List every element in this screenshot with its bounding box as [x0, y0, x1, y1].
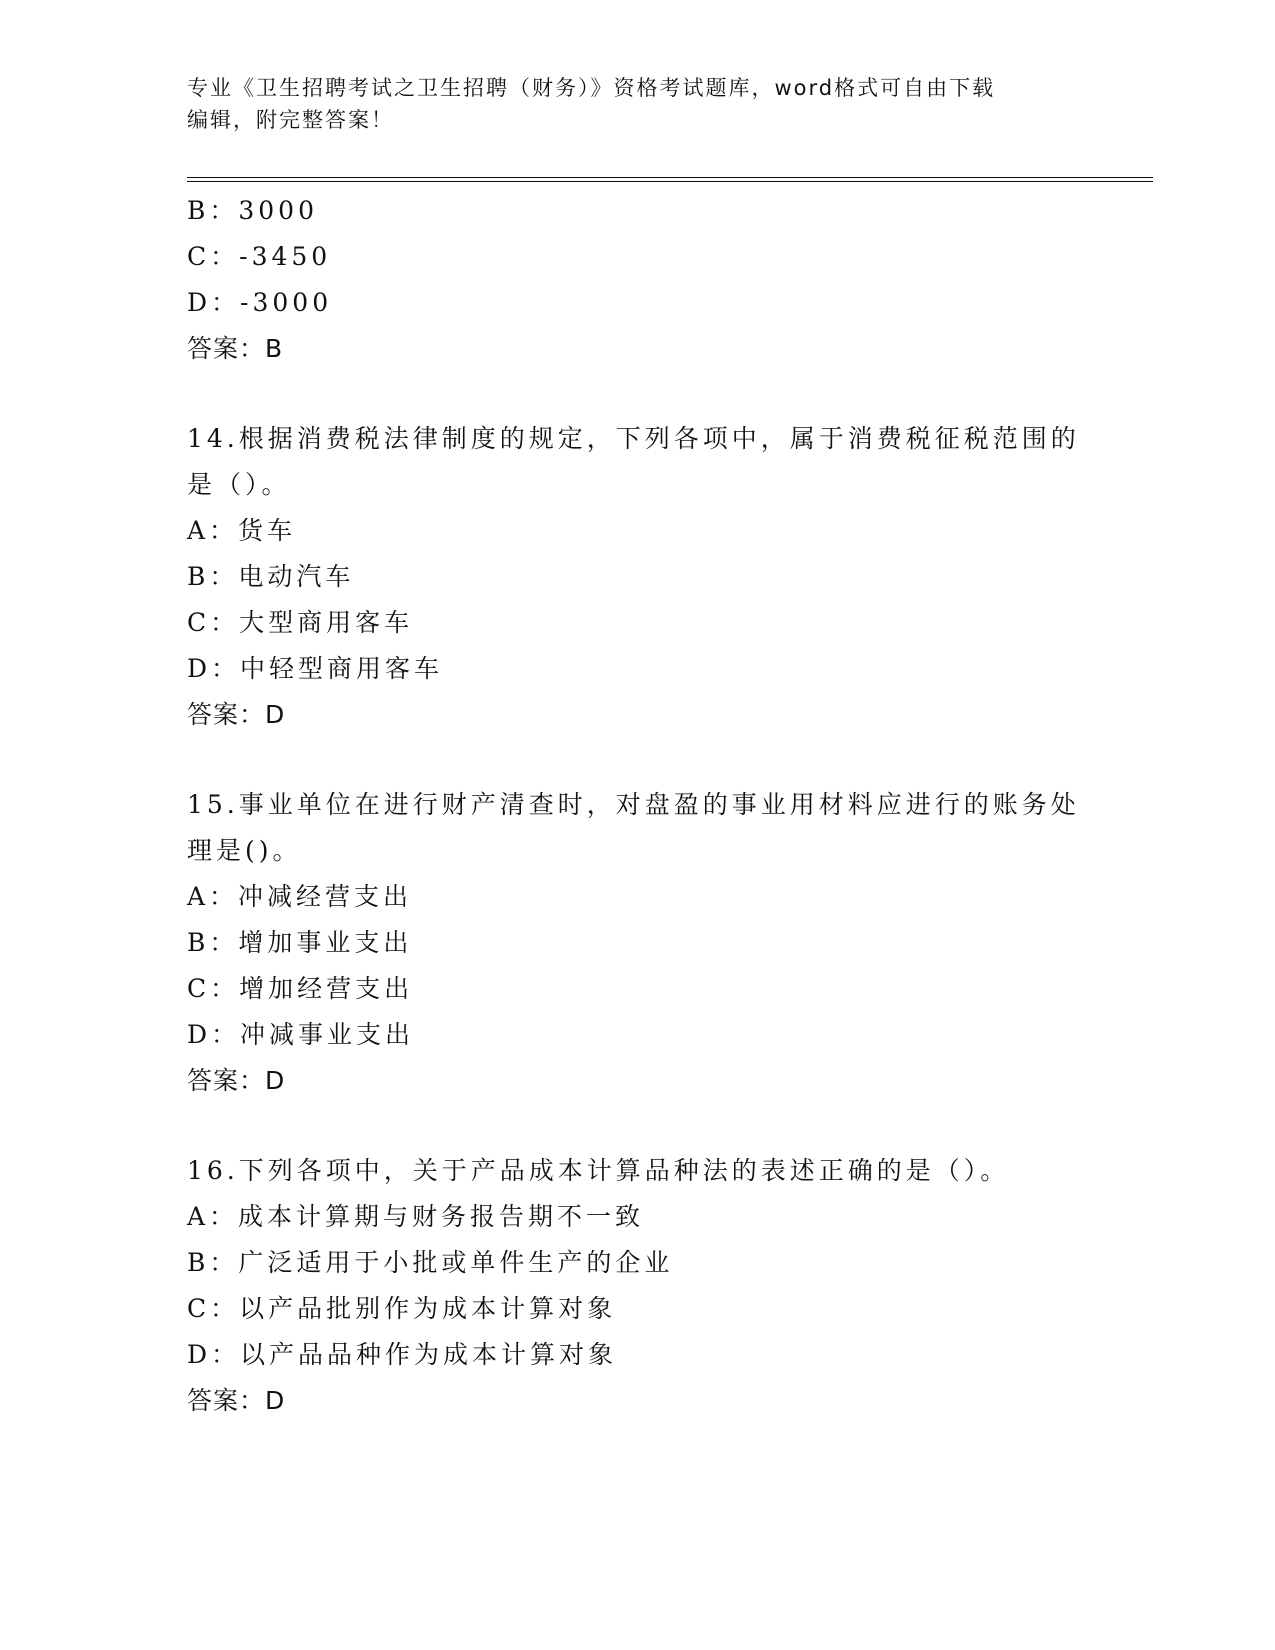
document-header: [187, 72, 1067, 136]
question-stem-line-2: 理是()。: [187, 836, 302, 865]
option-c: C：-3450: [187, 242, 332, 271]
option-a: A：成本计算期与财务报告期不一致: [187, 1202, 645, 1231]
option-d: D：中轻型商用客车: [187, 654, 444, 683]
answer-line: 答案：D: [187, 1066, 286, 1095]
question-15: [187, 782, 1087, 1104]
header-divider-top: [187, 177, 1153, 178]
answer-line: 答案：D: [187, 1386, 286, 1415]
option-d: D：冲减事业支出: [187, 1020, 415, 1049]
question-list: [187, 188, 1087, 1424]
question-16: [187, 1148, 1087, 1424]
option-d: D：-3000: [187, 288, 333, 317]
header-line-2: 编辑，附完整答案！: [187, 108, 394, 132]
option-b: B：增加事业支出: [187, 928, 413, 957]
question-13-tail: [187, 188, 1087, 372]
option-c: C：大型商用客车: [187, 608, 414, 637]
option-b: B：电动汽车: [187, 562, 355, 591]
option-a: A：冲减经营支出: [187, 882, 413, 911]
question-stem-line-1: 15.事业单位在进行财产清查时，对盘盈的事业用材料应进行的账务处: [187, 790, 1080, 819]
question-14: [187, 416, 1087, 738]
header-line-1: 专业《卫生招聘考试之卫生招聘（财务）》资格考试题库，word格式可自由下载: [187, 76, 996, 100]
header-divider-bottom: [187, 181, 1153, 182]
option-b: B：广泛适用于小批或单件生产的企业: [187, 1248, 674, 1277]
option-a: A：货车: [187, 516, 297, 545]
option-c: C：增加经营支出: [187, 974, 414, 1003]
option-d: D：以产品品种作为成本计算对象: [187, 1340, 618, 1369]
option-b: B：3000: [187, 196, 318, 225]
question-stem-line-2: 是（）。: [187, 470, 291, 499]
question-stem-line-1: 16.下列各项中，关于产品成本计算品种法的表述正确的是（）。: [187, 1156, 1010, 1185]
option-c: C：以产品批别作为成本计算对象: [187, 1294, 617, 1323]
question-stem-line-1: 14.根据消费税法律制度的规定，下列各项中，属于消费税征税范围的: [187, 424, 1080, 453]
answer-line: 答案：B: [187, 334, 284, 363]
answer-line: 答案：D: [187, 700, 286, 729]
